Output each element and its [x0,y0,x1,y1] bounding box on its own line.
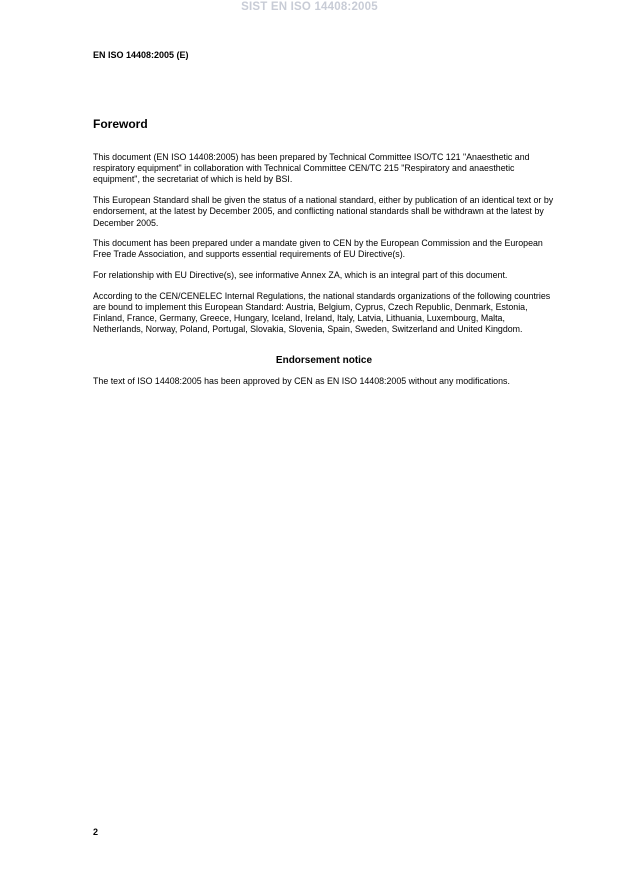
page-number: 2 [93,827,99,837]
foreword-paragraph-4: For relationship with EU Directive(s), see informative Annex ZA, which is an integral part of this document. [93,270,508,281]
endorsement-notice-heading: Endorsement notice [275,354,373,366]
watermark: SIST EN ISO 14408:2005 [241,1,378,13]
foreword-paragraph-3: This document has been prepared under a mandate given to CEN by the European Commission and the European Free Trade Association, and supports essential requirements of EU Directive(s). [93,238,543,260]
foreword-paragraph-2: This European Standard shall be given the status of a national standard, either by publication of an identical text or by endorsement, at the latest by December 2005, and conflicting national standards shall be withdrawn at the latest by December 2005. [93,195,554,228]
foreword-paragraph-5: According to the CEN/CENELEC Internal Regulations, the national standards organizations of the following countries are bound to implement this European Standard: Austria, Belgium, Cyprus, Czech Republic, Denmark, Estonia, Finland, France, Germany, Greece, Hungary, Iceland, Ireland, Italy, Latvia, Lithuania, Luxembourg, Malta, Netherlands, Norway, Poland, Portugal, Slovakia, Slovenia, Spain, Sweden, Switzerland and United Kingdom. [93,290,551,335]
endorsement-notice-text: The text of ISO 14408:2005 has been approved by CEN as EN ISO 14408:2005 without any modifications. [93,375,510,386]
document-id-header: EN ISO 14408:2005 (E) [93,50,189,60]
foreword-paragraph-1: This document (EN ISO 14408:2005) has been prepared by Technical Committee ISO/TC 121 "Anaesthetic and respiratory equipment" in collaboration with Technical Committee CEN/TC 215 "Respiratory and anaesthetic equipment", the secretariat of which is held by BSI. [93,152,530,185]
document-body [93,117,555,396]
foreword-heading: Foreword [93,117,148,131]
